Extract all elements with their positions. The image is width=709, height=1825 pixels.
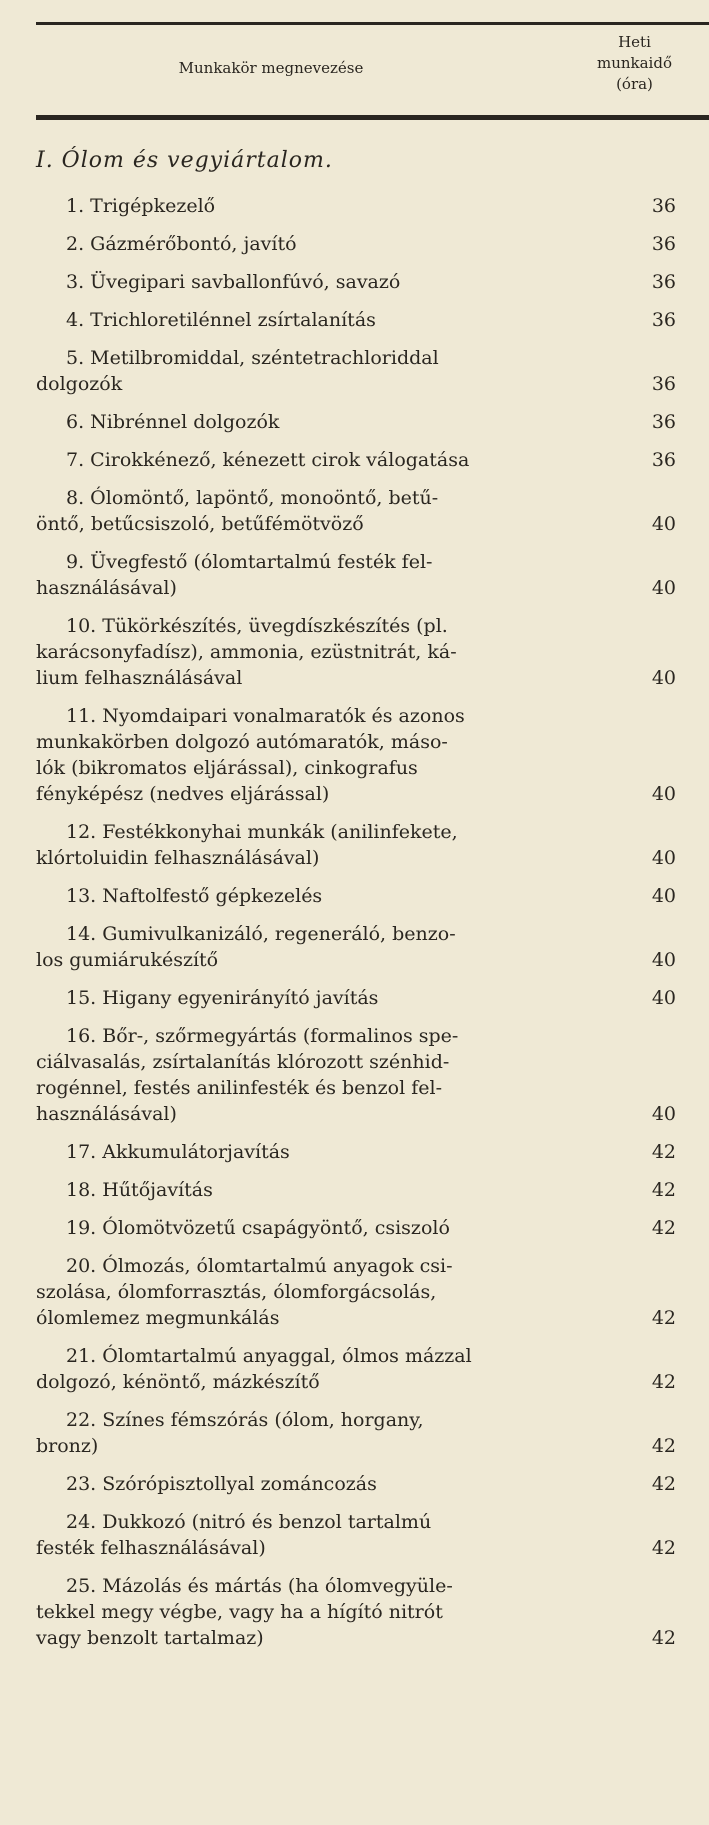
list-item bbox=[36, 613, 676, 691]
job-title-line: vagy benzolt tartalmaz) bbox=[36, 1627, 264, 1649]
job-title bbox=[36, 447, 602, 473]
job-title-line: dolgozók bbox=[36, 373, 123, 395]
weekly-hours: 42 bbox=[651, 1141, 676, 1163]
column-header-weekly-hours bbox=[560, 32, 709, 95]
job-title bbox=[36, 1471, 602, 1497]
job-title bbox=[36, 1177, 602, 1203]
weekly-hours: 42 bbox=[651, 1627, 676, 1649]
list-item bbox=[36, 409, 676, 435]
job-title-line: 3. Üvegipari savballonfúvó, savazó bbox=[66, 271, 401, 293]
list-item bbox=[36, 485, 676, 537]
section-title: I. Ólom és vegyiártalom. bbox=[36, 148, 333, 173]
job-title-line: 12. Festékkonyhai munkák (anilinfekete, bbox=[66, 821, 458, 843]
list-item bbox=[36, 1509, 676, 1561]
job-title-line: 25. Mázolás és mártás (ha ólomvegyüle- bbox=[66, 1575, 453, 1597]
job-title bbox=[36, 1343, 602, 1395]
job-title-line: 7. Cirokkénező, kénezett cirok válogatása bbox=[66, 449, 470, 471]
weekly-hours: 42 bbox=[651, 1217, 676, 1239]
job-title bbox=[36, 1407, 602, 1459]
list-item bbox=[36, 1139, 676, 1165]
job-title bbox=[36, 883, 602, 909]
job-title-line: tekkel megy végbe, vagy ha a hígító nitrót bbox=[36, 1601, 443, 1623]
job-title-line: 14. Gumivulkanizáló, regeneráló, benzo- bbox=[66, 923, 456, 945]
job-title bbox=[36, 1215, 602, 1241]
job-title-line: használásával) bbox=[36, 577, 177, 599]
list-item bbox=[36, 1177, 676, 1203]
header-hours-line: Heti bbox=[618, 33, 651, 51]
job-title-line: öntő, betűcsiszoló, betűfémötvöző bbox=[36, 513, 364, 535]
column-header-job-title: Munkakör megnevezése bbox=[178, 59, 364, 77]
weekly-hours: 40 bbox=[651, 949, 676, 971]
list-item bbox=[36, 345, 676, 397]
top-rule bbox=[36, 22, 709, 25]
list-item bbox=[36, 307, 676, 333]
list-item bbox=[36, 921, 676, 973]
job-title-line: 4. Trichloretilénnel zsírtalanítás bbox=[66, 309, 376, 331]
weekly-hours: 36 bbox=[651, 449, 676, 471]
weekly-hours: 42 bbox=[651, 1473, 676, 1495]
list-item bbox=[36, 1253, 676, 1331]
job-title-line: los gumiárukészítő bbox=[36, 949, 219, 971]
list-item bbox=[36, 269, 676, 295]
job-title-line: 2. Gázmérőbontó, javító bbox=[66, 233, 297, 255]
weekly-hours: 42 bbox=[651, 1537, 676, 1559]
job-title-line: ólomlemez megmunkálás bbox=[36, 1307, 280, 1329]
weekly-hours: 40 bbox=[651, 847, 676, 869]
weekly-hours: 42 bbox=[651, 1435, 676, 1457]
job-title-line: 6. Nibrénnel dolgozók bbox=[66, 411, 280, 433]
weekly-hours: 40 bbox=[651, 783, 676, 805]
list-item bbox=[36, 985, 676, 1011]
weekly-hours: 40 bbox=[651, 885, 676, 907]
job-title bbox=[36, 269, 602, 295]
job-title-line: 21. Ólomtartalmú anyaggal, ólmos mázzal bbox=[66, 1345, 472, 1367]
job-title-line: 16. Bőr-, szőrmegyártás (formalinos spe- bbox=[66, 1025, 459, 1047]
weekly-hours: 42 bbox=[651, 1307, 676, 1329]
list-item bbox=[36, 447, 676, 473]
job-list bbox=[36, 193, 676, 1663]
weekly-hours: 36 bbox=[651, 309, 676, 331]
job-title-line: rogénnel, festés anilinfesték és benzol fel- bbox=[36, 1077, 443, 1099]
job-title-line: 23. Szórópisztollyal zománcozás bbox=[66, 1473, 377, 1495]
job-title-line: 18. Hűtőjavítás bbox=[66, 1179, 213, 1201]
job-title-line: festék felhasználásával) bbox=[36, 1537, 266, 1559]
job-title-line: 9. Üvegfestő (ólomtartalmú festék fel- bbox=[66, 551, 433, 573]
weekly-hours: 40 bbox=[651, 667, 676, 689]
weekly-hours: 40 bbox=[651, 1103, 676, 1125]
list-item bbox=[36, 1573, 676, 1651]
job-title-line: 10. Tükörkészítés, üvegdíszkészítés (pl. bbox=[66, 615, 448, 637]
job-title bbox=[36, 231, 602, 257]
weekly-hours: 40 bbox=[651, 513, 676, 535]
list-item bbox=[36, 1343, 676, 1395]
job-title-line: lók (bikromatos eljárással), cinkografus bbox=[36, 757, 418, 779]
weekly-hours: 36 bbox=[651, 411, 676, 433]
job-title bbox=[36, 985, 602, 1011]
header-hours-line: munkaidő bbox=[596, 54, 672, 72]
weekly-hours: 36 bbox=[651, 195, 676, 217]
list-item bbox=[36, 193, 676, 219]
list-item bbox=[36, 1471, 676, 1497]
job-title-line: szolása, ólomforrasztás, ólomforgácsolás, bbox=[36, 1281, 437, 1303]
job-title-line: 8. Ólomöntő, lapöntő, monoöntő, betű- bbox=[66, 487, 439, 509]
job-title bbox=[36, 549, 602, 601]
job-title-line: munkakörben dolgozó autómaratók, máso- bbox=[36, 731, 448, 753]
job-title bbox=[36, 485, 602, 537]
weekly-hours: 36 bbox=[651, 233, 676, 255]
job-title-line: 11. Nyomdaipari vonalmaratók és azonos bbox=[66, 705, 465, 727]
job-title bbox=[36, 1139, 602, 1165]
job-title bbox=[36, 409, 602, 435]
list-item bbox=[36, 1215, 676, 1241]
weekly-hours: 36 bbox=[651, 271, 676, 293]
list-item bbox=[36, 703, 676, 807]
job-title bbox=[36, 1023, 602, 1127]
list-item bbox=[36, 231, 676, 257]
job-title bbox=[36, 1253, 602, 1331]
job-title-line: dolgozó, kénöntő, mázkészítő bbox=[36, 1371, 320, 1393]
job-title-line: 20. Ólmozás, ólomtartalmú anyagok csi- bbox=[66, 1255, 453, 1277]
list-item bbox=[36, 1407, 676, 1459]
job-title-line: bronz) bbox=[36, 1435, 99, 1457]
weekly-hours: 42 bbox=[651, 1371, 676, 1393]
job-title-line: ciálvasalás, zsírtalanítás klórozott szénhid- bbox=[36, 1051, 450, 1073]
list-item bbox=[36, 549, 676, 601]
job-title bbox=[36, 307, 602, 333]
job-title-line: lium felhasználásával bbox=[36, 667, 243, 689]
job-title bbox=[36, 613, 602, 691]
weekly-hours: 40 bbox=[651, 577, 676, 599]
job-title-line: 19. Ólomötvözetű csapágyöntő, csiszoló bbox=[66, 1217, 450, 1239]
job-title-line: 15. Higany egyenirányító javítás bbox=[66, 987, 379, 1009]
job-title-line: 24. Dukkozó (nitró és benzol tartalmú bbox=[66, 1511, 432, 1533]
job-title-line: használásával) bbox=[36, 1103, 177, 1125]
weekly-hours: 36 bbox=[651, 373, 676, 395]
list-item bbox=[36, 883, 676, 909]
list-item bbox=[36, 1023, 676, 1127]
job-title-line: 1. Trigépkezelő bbox=[66, 195, 216, 217]
job-title bbox=[36, 703, 602, 807]
job-title-line: 13. Naftolfestő gépkezelés bbox=[66, 885, 323, 907]
header-rule bbox=[36, 115, 709, 120]
job-title bbox=[36, 1573, 602, 1651]
job-title bbox=[36, 345, 602, 397]
list-item bbox=[36, 819, 676, 871]
job-title bbox=[36, 193, 602, 219]
job-title-line: fényképész (nedves eljárással) bbox=[36, 783, 330, 805]
job-title-line: 5. Metilbromiddal, széntetrachloriddal bbox=[66, 347, 439, 369]
job-title-line: 22. Színes fémszórás (ólom, horgany, bbox=[66, 1409, 424, 1431]
weekly-hours: 40 bbox=[651, 987, 676, 1009]
job-title bbox=[36, 1509, 602, 1561]
header-hours-line: (óra) bbox=[616, 75, 653, 93]
weekly-hours: 42 bbox=[651, 1179, 676, 1201]
job-title bbox=[36, 819, 602, 871]
job-title bbox=[36, 921, 602, 973]
job-title-line: klórtoluidin felhasználásával) bbox=[36, 847, 320, 869]
job-title-line: 17. Akkumulátorjavítás bbox=[66, 1141, 290, 1163]
job-title-line: karácsonyfadísz), ammonia, ezüstnitrát, ká- bbox=[36, 641, 457, 663]
